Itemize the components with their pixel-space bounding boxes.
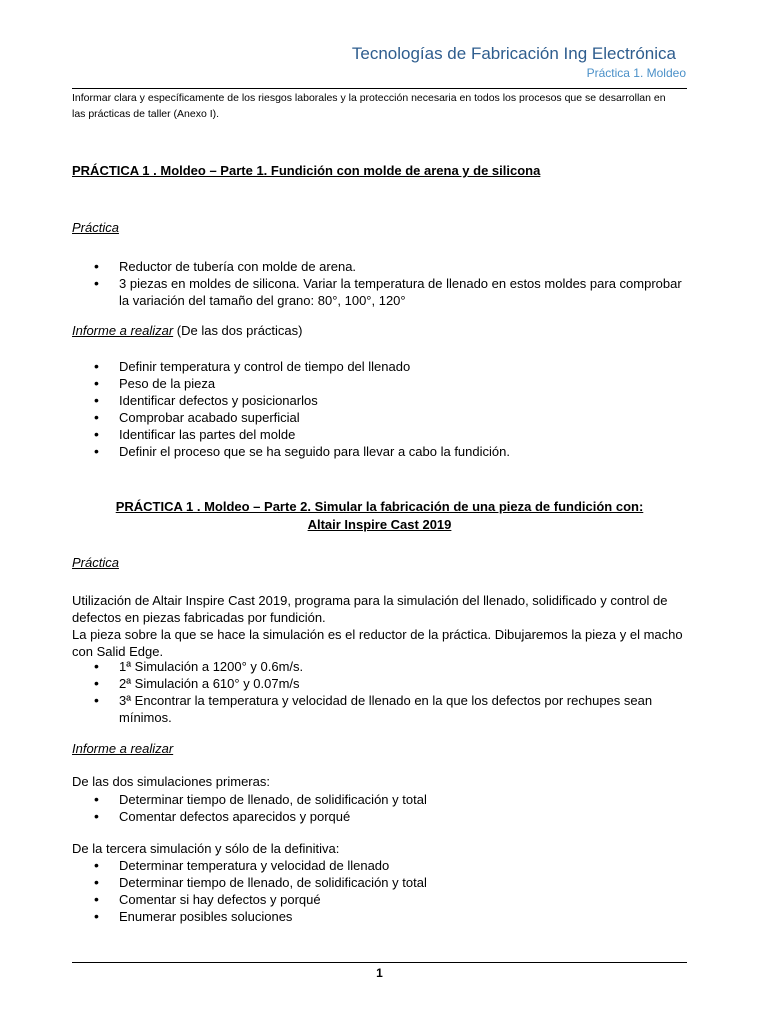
part2-practica-label: Práctica (72, 555, 119, 570)
part2-third-sim-list (72, 857, 692, 925)
part1-heading: PRÁCTICA 1 . Moldeo – Parte 1. Fundición con molde de arena y de silicona (72, 163, 541, 178)
header-rule (72, 88, 687, 89)
list-item: • Reductor de tubería con molde de arena. (72, 258, 692, 275)
part2-third-sim-label: De la tercera simulación y sólo de la definitiva: (72, 841, 340, 856)
intro-text: Informar clara y específicamente de los riesgos laborales y la protección necesaria en todos los procesos que se desarrollan en las prácticas de taller (Anexo I). (72, 92, 666, 120)
part2-first-sims-label: De las dos simulaciones primeras: (72, 774, 270, 789)
footer-rule (72, 962, 687, 963)
part1-informe-list (72, 358, 692, 460)
part2-simulations-list (72, 658, 692, 726)
list-item: • Identificar las partes del molde (72, 426, 692, 443)
list-item: • Determinar temperatura y velocidad de llenado (72, 857, 692, 874)
part2-informe-label: Informe a realizar (72, 741, 174, 756)
part2-heading-line2: Altair Inspire Cast 2019 (307, 517, 452, 532)
list-item: • 2ª Simulación a 610° y 0.07m/s (72, 675, 692, 692)
list-item: • Comentar defectos aparecidos y porqué (72, 808, 692, 825)
list-item: • 3 piezas en moldes de silicona. Variar la temperatura de llenado en estos moldes para comprobar la variación del tamaño del grano: 80°, 100°, 120° (72, 275, 692, 309)
part2-paragraph2: La pieza sobre la que se hace la simulación es el reductor de la práctica. Dibujaremos la pieza y el macho con Salid Edge. (72, 627, 683, 659)
header-title: Tecnologías de Fabricación Ing Electrónica (351, 44, 676, 63)
list-item: • 3ª Encontrar la temperatura y velocidad de llenado en la que los defectos por rechupes sean mínimos. (72, 692, 692, 726)
part1-informe-label: Informe a realizar (72, 323, 174, 338)
list-item: • Determinar tiempo de llenado, de solidificación y total (72, 791, 692, 808)
list-item: • Comentar si hay defectos y porqué (72, 891, 692, 908)
list-item: • Peso de la pieza (72, 375, 692, 392)
part1-practica-list (72, 258, 692, 309)
page-number: 1 (376, 966, 383, 980)
part2-first-sims-list (72, 791, 692, 825)
part2-heading-line1: PRÁCTICA 1 . Moldeo – Parte 2. Simular la fabricación de una pieza de fundición con: (115, 499, 644, 514)
list-item: • Enumerar posibles soluciones (72, 908, 692, 925)
part1-informe-line (72, 323, 302, 338)
list-item: • Identificar defectos y posicionarlos (72, 392, 692, 409)
list-item: • Definir el proceso que se ha seguido para llevar a cabo la fundición. (72, 443, 692, 460)
header-subtitle: Práctica 1. Moldeo (586, 66, 686, 80)
list-item: • Determinar tiempo de llenado, de solidificación y total (72, 874, 692, 891)
part1-informe-suffix: (De las dos prácticas) (173, 323, 303, 338)
part1-practica-label: Práctica (72, 220, 119, 235)
part2-paragraph1: Utilización de Altair Inspire Cast 2019, programa para la simulación del llenado, solidificado y control de defectos en piezas fabricadas por fundición. (72, 593, 668, 625)
list-item: • Comprobar acabado superficial (72, 409, 692, 426)
list-item: • 1ª Simulación a 1200° y 0.6m/s. (72, 658, 692, 675)
list-item: • Definir temperatura y control de tiempo del llenado (72, 358, 692, 375)
